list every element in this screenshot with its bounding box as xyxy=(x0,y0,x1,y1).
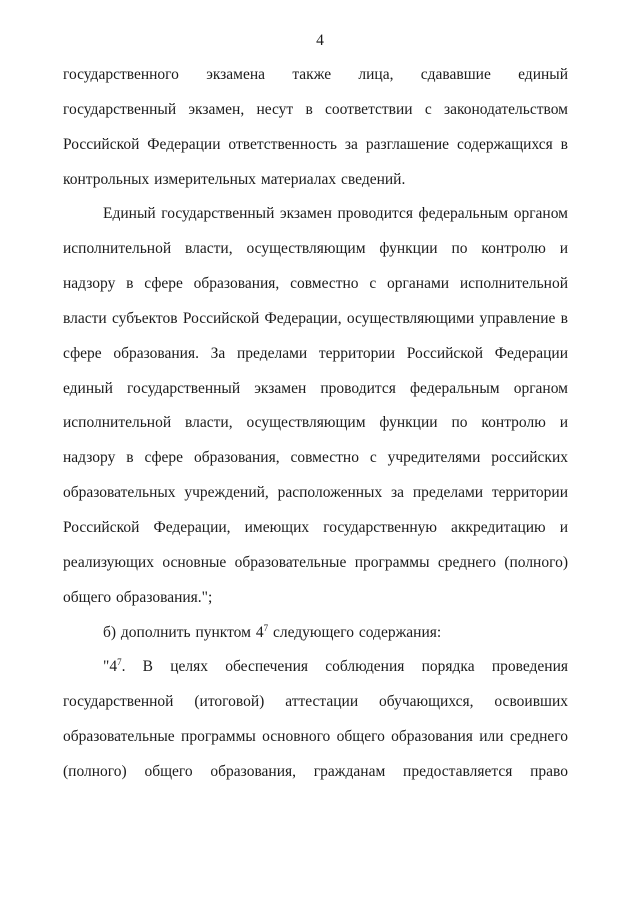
text-block xyxy=(63,58,568,790)
text-line: единый государственный экзамен проводится федеральным органом xyxy=(63,379,568,397)
text-line: государственной (итоговой) аттестации обучающихся, освоивших xyxy=(63,693,568,711)
text-line: б) дополнить пунктом $4^7$ следующего содержания: xyxy=(103,622,442,641)
text-line: контрольных измерительных материалах сведений. xyxy=(63,170,406,188)
text-line: общего образования."; xyxy=(63,588,213,606)
text-line: (полного) общего образования, гражданам предоставляется право xyxy=(63,762,568,780)
text-line: "$4^7$. В целях обеспечения соблюдения порядка проведения xyxy=(103,657,568,676)
text-line: образовательных учреждений, расположенных за пределами территории xyxy=(63,484,568,502)
text-line: сфере образования. За пределами территории Российской Федерации xyxy=(63,344,568,362)
text-line: реализующих основные образовательные программы среднего (полного) xyxy=(63,553,568,571)
text-line: образовательные программы основного общего образования или среднего xyxy=(63,728,568,746)
text-line: Единый государственный экзамен проводится федеральным органом xyxy=(103,205,568,223)
text-line: государственного экзамена также лица, сдававшие единый xyxy=(63,66,568,83)
superscript: 7 xyxy=(117,657,122,668)
text-line: исполнительной власти, осуществляющим функции по контролю и xyxy=(63,414,568,432)
text-line: Российской Федерации ответственность за разглашение содержащихся в xyxy=(63,135,568,153)
text-line: государственный экзамен, несут в соответствии с законодательством xyxy=(63,100,568,118)
superscript: 7 xyxy=(263,622,269,633)
text-line: исполнительной власти, осуществляющим функции по контролю и xyxy=(63,240,568,258)
text-line: власти субъектов Российской Федерации, осуществляющими управление в xyxy=(63,309,568,327)
text-line: надзору в сфере образования, совместно с органами исполнительной xyxy=(63,275,568,293)
text-line: Российской Федерации, имеющих государственную аккредитацию и xyxy=(63,518,568,536)
page-number: 4 xyxy=(316,32,324,49)
text-line: надзору в сфере образования, совместно с учредителями российских xyxy=(63,449,568,467)
